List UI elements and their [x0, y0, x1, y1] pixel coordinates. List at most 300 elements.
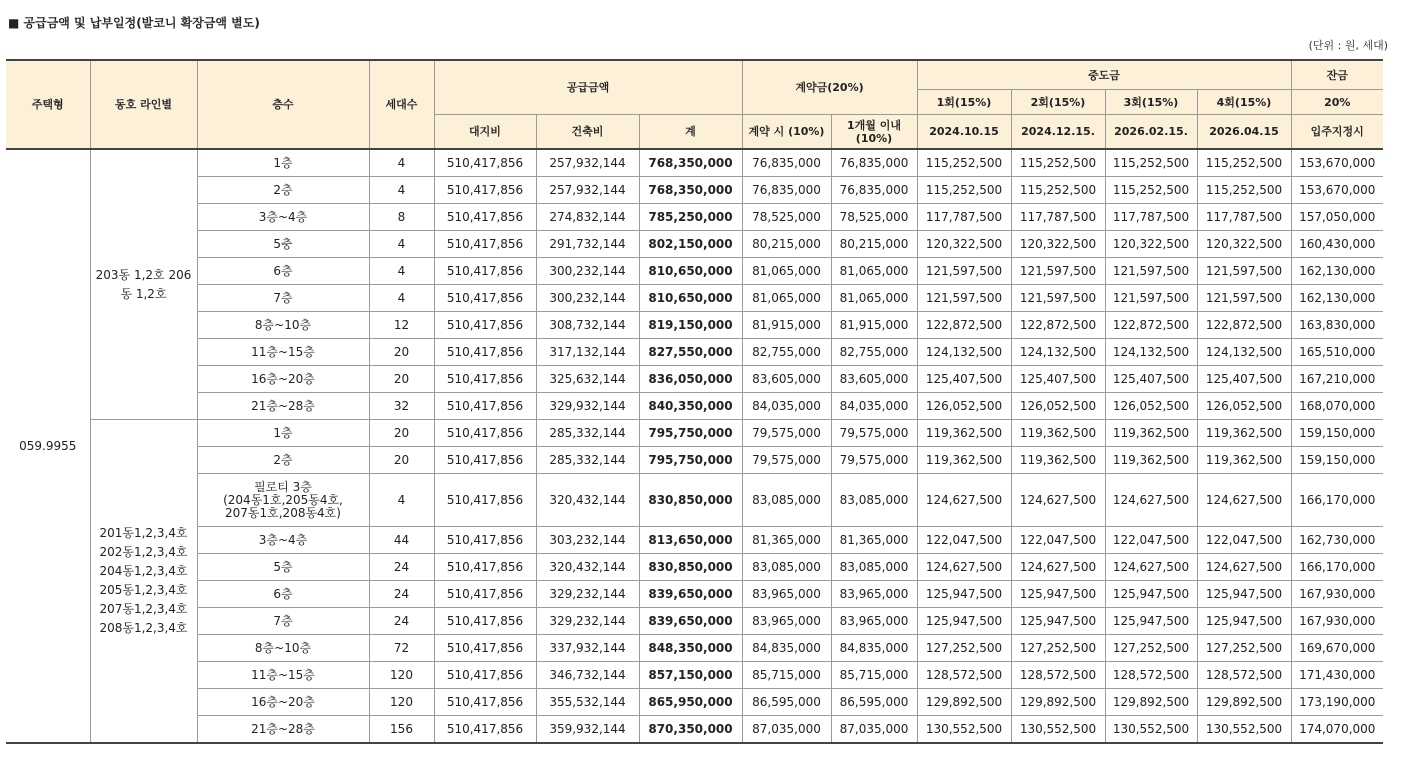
- contract-at-cell: 87,035,000: [742, 716, 831, 744]
- header-m2: 2회(15%): [1011, 90, 1105, 115]
- m3-cell: 124,627,500: [1105, 554, 1197, 581]
- m1-cell: 127,252,500: [917, 635, 1011, 662]
- building-cell: 359,932,144: [536, 716, 639, 744]
- contract-month-cell: 86,595,000: [831, 689, 917, 716]
- m2-cell: 125,947,500: [1011, 581, 1105, 608]
- floor-cell: 1층: [197, 420, 369, 447]
- m1-cell: 119,362,500: [917, 420, 1011, 447]
- m3-cell: 124,132,500: [1105, 339, 1197, 366]
- contract-month-cell: 87,035,000: [831, 716, 917, 744]
- header-middle: 중도금: [917, 60, 1291, 90]
- m2-cell: 120,322,500: [1011, 231, 1105, 258]
- header-total: 계: [639, 115, 742, 150]
- building-cell: 308,732,144: [536, 312, 639, 339]
- land-cell: 510,417,856: [434, 527, 536, 554]
- contract-month-cell: 84,835,000: [831, 635, 917, 662]
- table-row: [6, 149, 1383, 177]
- m4-cell: 117,787,500: [1197, 204, 1291, 231]
- balance-cell: 166,170,000: [1291, 474, 1383, 527]
- m3-cell: 119,362,500: [1105, 420, 1197, 447]
- households-cell: 20: [369, 447, 434, 474]
- m4-cell: 121,597,500: [1197, 258, 1291, 285]
- balance-cell: 153,670,000: [1291, 177, 1383, 204]
- land-cell: 510,417,856: [434, 447, 536, 474]
- total-cell: 795,750,000: [639, 447, 742, 474]
- households-cell: 4: [369, 177, 434, 204]
- building-cell: 325,632,144: [536, 366, 639, 393]
- header-households: 세대수: [369, 60, 434, 149]
- m4-cell: 122,872,500: [1197, 312, 1291, 339]
- header-dong-line: 동호 라인별: [90, 60, 197, 149]
- total-cell: 839,650,000: [639, 581, 742, 608]
- balance-cell: 174,070,000: [1291, 716, 1383, 744]
- contract-month-cell: 81,365,000: [831, 527, 917, 554]
- m1-cell: 121,597,500: [917, 285, 1011, 312]
- households-cell: 156: [369, 716, 434, 744]
- m3-cell: 115,252,500: [1105, 177, 1197, 204]
- building-cell: 257,932,144: [536, 149, 639, 177]
- table-row: [6, 689, 1383, 716]
- land-cell: 510,417,856: [434, 393, 536, 420]
- table-row: [6, 285, 1383, 312]
- table-row: [6, 716, 1383, 744]
- balance-cell: 159,150,000: [1291, 447, 1383, 474]
- contract-at-cell: 80,215,000: [742, 231, 831, 258]
- balance-cell: 167,930,000: [1291, 608, 1383, 635]
- table-row: [6, 581, 1383, 608]
- total-cell: 830,850,000: [639, 474, 742, 527]
- total-cell: 865,950,000: [639, 689, 742, 716]
- contract-at-cell: 79,575,000: [742, 420, 831, 447]
- floor-cell: 5층: [197, 554, 369, 581]
- header-m4-date: 2026.04.15: [1197, 115, 1291, 150]
- table-row: [6, 312, 1383, 339]
- total-cell: 813,650,000: [639, 527, 742, 554]
- m2-cell: 128,572,500: [1011, 662, 1105, 689]
- balance-cell: 159,150,000: [1291, 420, 1383, 447]
- building-cell: 300,232,144: [536, 258, 639, 285]
- floor-cell: 11층~15층: [197, 662, 369, 689]
- m3-cell: 127,252,500: [1105, 635, 1197, 662]
- table-row: [6, 177, 1383, 204]
- land-cell: 510,417,856: [434, 231, 536, 258]
- contract-at-cell: 83,605,000: [742, 366, 831, 393]
- m3-cell: 115,252,500: [1105, 149, 1197, 177]
- land-cell: 510,417,856: [434, 474, 536, 527]
- contract-month-cell: 82,755,000: [831, 339, 917, 366]
- households-cell: 4: [369, 231, 434, 258]
- table-row: [6, 393, 1383, 420]
- building-cell: 317,132,144: [536, 339, 639, 366]
- balance-cell: 168,070,000: [1291, 393, 1383, 420]
- balance-cell: 162,130,000: [1291, 285, 1383, 312]
- land-cell: 510,417,856: [434, 312, 536, 339]
- households-cell: 4: [369, 258, 434, 285]
- m4-cell: 128,572,500: [1197, 662, 1291, 689]
- m3-cell: 119,362,500: [1105, 447, 1197, 474]
- header-floor: 층수: [197, 60, 369, 149]
- floor-cell: 6층: [197, 581, 369, 608]
- header-m2-date: 2024.12.15.: [1011, 115, 1105, 150]
- m1-cell: 121,597,500: [917, 258, 1011, 285]
- balance-cell: 153,670,000: [1291, 149, 1383, 177]
- page-title: ■ 공급금액 및 납부일정(발코니 확장금액 별도): [8, 16, 260, 30]
- m2-cell: 124,132,500: [1011, 339, 1105, 366]
- m1-cell: 115,252,500: [917, 149, 1011, 177]
- households-cell: 4: [369, 474, 434, 527]
- m2-cell: 126,052,500: [1011, 393, 1105, 420]
- m1-cell: 125,947,500: [917, 581, 1011, 608]
- m3-cell: 125,947,500: [1105, 581, 1197, 608]
- m3-cell: 120,322,500: [1105, 231, 1197, 258]
- m2-cell: 115,252,500: [1011, 177, 1105, 204]
- m4-cell: 125,947,500: [1197, 581, 1291, 608]
- header-m4: 4회(15%): [1197, 90, 1291, 115]
- balance-cell: 162,130,000: [1291, 258, 1383, 285]
- m3-cell: 129,892,500: [1105, 689, 1197, 716]
- contract-at-cell: 78,525,000: [742, 204, 831, 231]
- balance-cell: 166,170,000: [1291, 554, 1383, 581]
- m3-cell: 117,787,500: [1105, 204, 1197, 231]
- balance-cell: 160,430,000: [1291, 231, 1383, 258]
- m2-cell: 127,252,500: [1011, 635, 1105, 662]
- m4-cell: 124,627,500: [1197, 474, 1291, 527]
- header-m1: 1회(15%): [917, 90, 1011, 115]
- households-cell: 20: [369, 366, 434, 393]
- table-row: [6, 527, 1383, 554]
- balance-cell: 169,670,000: [1291, 635, 1383, 662]
- building-cell: 291,732,144: [536, 231, 639, 258]
- floor-cell: 8층~10층: [197, 312, 369, 339]
- price-table: [6, 59, 1383, 744]
- building-cell: 346,732,144: [536, 662, 639, 689]
- header-balance-pct: 20%: [1291, 90, 1383, 115]
- contract-at-cell: 83,965,000: [742, 581, 831, 608]
- m1-cell: 130,552,500: [917, 716, 1011, 744]
- floor-cell: 7층: [197, 608, 369, 635]
- m3-cell: 130,552,500: [1105, 716, 1197, 744]
- households-cell: 20: [369, 339, 434, 366]
- total-cell: 857,150,000: [639, 662, 742, 689]
- contract-month-cell: 85,715,000: [831, 662, 917, 689]
- households-cell: 8: [369, 204, 434, 231]
- building-cell: 274,832,144: [536, 204, 639, 231]
- contract-at-cell: 81,065,000: [742, 258, 831, 285]
- table-row: [6, 420, 1383, 447]
- building-cell: 285,332,144: [536, 447, 639, 474]
- m3-cell: 125,407,500: [1105, 366, 1197, 393]
- contract-at-cell: 81,365,000: [742, 527, 831, 554]
- land-cell: 510,417,856: [434, 204, 536, 231]
- land-cell: 510,417,856: [434, 366, 536, 393]
- m3-cell: 122,047,500: [1105, 527, 1197, 554]
- m2-cell: 124,627,500: [1011, 474, 1105, 527]
- m3-cell: 121,597,500: [1105, 285, 1197, 312]
- m1-cell: 124,627,500: [917, 474, 1011, 527]
- m1-cell: 125,947,500: [917, 608, 1011, 635]
- header-balance-when: 입주지정시: [1291, 115, 1383, 150]
- contract-month-cell: 79,575,000: [831, 447, 917, 474]
- contract-at-cell: 82,755,000: [742, 339, 831, 366]
- table-row: [6, 231, 1383, 258]
- households-cell: 120: [369, 689, 434, 716]
- table-row: [6, 366, 1383, 393]
- m2-cell: 129,892,500: [1011, 689, 1105, 716]
- floor-cell: 2층: [197, 177, 369, 204]
- header-m3: 3회(15%): [1105, 90, 1197, 115]
- floor-cell: 2층: [197, 447, 369, 474]
- contract-month-cell: 83,085,000: [831, 554, 917, 581]
- m2-cell: 119,362,500: [1011, 420, 1105, 447]
- contract-at-cell: 83,085,000: [742, 474, 831, 527]
- m4-cell: 119,362,500: [1197, 447, 1291, 474]
- contract-at-cell: 84,035,000: [742, 393, 831, 420]
- m1-cell: 129,892,500: [917, 689, 1011, 716]
- floor-cell: 1층: [197, 149, 369, 177]
- m1-cell: 128,572,500: [917, 662, 1011, 689]
- households-cell: 24: [369, 608, 434, 635]
- contract-month-cell: 81,065,000: [831, 258, 917, 285]
- m4-cell: 129,892,500: [1197, 689, 1291, 716]
- floor-cell: 11층~15층: [197, 339, 369, 366]
- house-type-cell: 059.9955: [6, 149, 90, 743]
- header-contract-at: 계약 시 (10%): [742, 115, 831, 150]
- building-cell: 320,432,144: [536, 554, 639, 581]
- building-cell: 329,232,144: [536, 581, 639, 608]
- total-cell: 839,650,000: [639, 608, 742, 635]
- total-cell: 836,050,000: [639, 366, 742, 393]
- m2-cell: 117,787,500: [1011, 204, 1105, 231]
- m3-cell: 126,052,500: [1105, 393, 1197, 420]
- floor-cell: 6층: [197, 258, 369, 285]
- table-row: [6, 258, 1383, 285]
- contract-at-cell: 83,085,000: [742, 554, 831, 581]
- land-cell: 510,417,856: [434, 689, 536, 716]
- households-cell: 44: [369, 527, 434, 554]
- land-cell: 510,417,856: [434, 258, 536, 285]
- m1-cell: 126,052,500: [917, 393, 1011, 420]
- contract-month-cell: 80,215,000: [831, 231, 917, 258]
- floor-cell: 21층~28층: [197, 393, 369, 420]
- building-cell: 285,332,144: [536, 420, 639, 447]
- total-cell: 810,650,000: [639, 258, 742, 285]
- m4-cell: 130,552,500: [1197, 716, 1291, 744]
- building-cell: 300,232,144: [536, 285, 639, 312]
- total-cell: 802,150,000: [639, 231, 742, 258]
- m4-cell: 127,252,500: [1197, 635, 1291, 662]
- total-cell: 830,850,000: [639, 554, 742, 581]
- header-balance: 잔금: [1291, 60, 1383, 90]
- m1-cell: 120,322,500: [917, 231, 1011, 258]
- total-cell: 810,650,000: [639, 285, 742, 312]
- m4-cell: 120,322,500: [1197, 231, 1291, 258]
- contract-at-cell: 79,575,000: [742, 447, 831, 474]
- table-row: [6, 447, 1383, 474]
- m2-cell: 122,872,500: [1011, 312, 1105, 339]
- m1-cell: 122,872,500: [917, 312, 1011, 339]
- dong-line-cell: 203동 1,2호 206동 1,2호: [90, 149, 197, 420]
- total-cell: 795,750,000: [639, 420, 742, 447]
- balance-cell: 167,930,000: [1291, 581, 1383, 608]
- households-cell: 72: [369, 635, 434, 662]
- land-cell: 510,417,856: [434, 608, 536, 635]
- m4-cell: 115,252,500: [1197, 149, 1291, 177]
- building-cell: 337,932,144: [536, 635, 639, 662]
- m4-cell: 124,627,500: [1197, 554, 1291, 581]
- header-m3-date: 2026.02.15.: [1105, 115, 1197, 150]
- m4-cell: 119,362,500: [1197, 420, 1291, 447]
- land-cell: 510,417,856: [434, 554, 536, 581]
- floor-cell: 3층~4층: [197, 204, 369, 231]
- m2-cell: 115,252,500: [1011, 149, 1105, 177]
- m2-cell: 121,597,500: [1011, 285, 1105, 312]
- m1-cell: 124,627,500: [917, 554, 1011, 581]
- contract-month-cell: 83,605,000: [831, 366, 917, 393]
- households-cell: 24: [369, 581, 434, 608]
- m3-cell: 122,872,500: [1105, 312, 1197, 339]
- contract-at-cell: 86,595,000: [742, 689, 831, 716]
- land-cell: 510,417,856: [434, 662, 536, 689]
- contract-month-cell: 78,525,000: [831, 204, 917, 231]
- unit-note: (단위 : 원, 세대): [1308, 39, 1388, 52]
- building-cell: 320,432,144: [536, 474, 639, 527]
- land-cell: 510,417,856: [434, 420, 536, 447]
- table-row: [6, 635, 1383, 662]
- land-cell: 510,417,856: [434, 285, 536, 312]
- land-cell: 510,417,856: [434, 581, 536, 608]
- m3-cell: 124,627,500: [1105, 474, 1197, 527]
- total-cell: 840,350,000: [639, 393, 742, 420]
- header-contract-month: 1개월 이내 (10%): [831, 115, 917, 150]
- m4-cell: 115,252,500: [1197, 177, 1291, 204]
- contract-month-cell: 84,035,000: [831, 393, 917, 420]
- floor-cell: 16층~20층: [197, 689, 369, 716]
- balance-cell: 167,210,000: [1291, 366, 1383, 393]
- m4-cell: 124,132,500: [1197, 339, 1291, 366]
- total-cell: 870,350,000: [639, 716, 742, 744]
- floor-cell: 21층~28층: [197, 716, 369, 744]
- balance-cell: 157,050,000: [1291, 204, 1383, 231]
- households-cell: 24: [369, 554, 434, 581]
- land-cell: 510,417,856: [434, 339, 536, 366]
- m2-cell: 125,947,500: [1011, 608, 1105, 635]
- header-m1-date: 2024.10.15: [917, 115, 1011, 150]
- building-cell: 303,232,144: [536, 527, 639, 554]
- m1-cell: 125,407,500: [917, 366, 1011, 393]
- balance-cell: 165,510,000: [1291, 339, 1383, 366]
- header-supply: 공급금액: [434, 60, 742, 115]
- m3-cell: 128,572,500: [1105, 662, 1197, 689]
- m2-cell: 130,552,500: [1011, 716, 1105, 744]
- m3-cell: 121,597,500: [1105, 258, 1197, 285]
- contract-at-cell: 76,835,000: [742, 149, 831, 177]
- balance-cell: 171,430,000: [1291, 662, 1383, 689]
- m4-cell: 122,047,500: [1197, 527, 1291, 554]
- contract-month-cell: 83,085,000: [831, 474, 917, 527]
- contract-at-cell: 81,065,000: [742, 285, 831, 312]
- land-cell: 510,417,856: [434, 716, 536, 744]
- contract-at-cell: 84,835,000: [742, 635, 831, 662]
- floor-cell: 8층~10층: [197, 635, 369, 662]
- households-cell: 4: [369, 149, 434, 177]
- land-cell: 510,417,856: [434, 149, 536, 177]
- balance-cell: 173,190,000: [1291, 689, 1383, 716]
- households-cell: 4: [369, 285, 434, 312]
- contract-at-cell: 81,915,000: [742, 312, 831, 339]
- m1-cell: 115,252,500: [917, 177, 1011, 204]
- contract-month-cell: 83,965,000: [831, 608, 917, 635]
- balance-cell: 163,830,000: [1291, 312, 1383, 339]
- header-house-type: 주택형: [6, 60, 90, 149]
- table-row: [6, 339, 1383, 366]
- contract-month-cell: 76,835,000: [831, 149, 917, 177]
- total-cell: 819,150,000: [639, 312, 742, 339]
- contract-month-cell: 83,965,000: [831, 581, 917, 608]
- contract-at-cell: 85,715,000: [742, 662, 831, 689]
- dong-line-cell: 201동1,2,3,4호 202동1,2,3,4호 204동1,2,3,4호 205동1,2,3,4호 207동1,2,3,4호 208동1,2,3,4호: [90, 420, 197, 744]
- total-cell: 785,250,000: [639, 204, 742, 231]
- m2-cell: 119,362,500: [1011, 447, 1105, 474]
- floor-cell: 16층~20층: [197, 366, 369, 393]
- contract-month-cell: 81,065,000: [831, 285, 917, 312]
- table-row: [6, 662, 1383, 689]
- m1-cell: 117,787,500: [917, 204, 1011, 231]
- m4-cell: 121,597,500: [1197, 285, 1291, 312]
- households-cell: 20: [369, 420, 434, 447]
- m1-cell: 122,047,500: [917, 527, 1011, 554]
- balance-cell: 162,730,000: [1291, 527, 1383, 554]
- floor-cell: 필로티 3층 (204동1호,205동4호, 207동1호,208동4호): [197, 474, 369, 527]
- households-cell: 32: [369, 393, 434, 420]
- total-cell: 768,350,000: [639, 177, 742, 204]
- floor-cell: 5충: [197, 231, 369, 258]
- header-building: 건축비: [536, 115, 639, 150]
- contract-month-cell: 79,575,000: [831, 420, 917, 447]
- contract-at-cell: 83,965,000: [742, 608, 831, 635]
- households-cell: 12: [369, 312, 434, 339]
- m1-cell: 124,132,500: [917, 339, 1011, 366]
- m2-cell: 121,597,500: [1011, 258, 1105, 285]
- land-cell: 510,417,856: [434, 635, 536, 662]
- building-cell: 355,532,144: [536, 689, 639, 716]
- building-cell: 329,232,144: [536, 608, 639, 635]
- m4-cell: 126,052,500: [1197, 393, 1291, 420]
- m2-cell: 124,627,500: [1011, 554, 1105, 581]
- m1-cell: 119,362,500: [917, 447, 1011, 474]
- households-cell: 120: [369, 662, 434, 689]
- m2-cell: 125,407,500: [1011, 366, 1105, 393]
- contract-at-cell: 76,835,000: [742, 177, 831, 204]
- table-row: [6, 474, 1383, 527]
- total-cell: 768,350,000: [639, 149, 742, 177]
- m4-cell: 125,947,500: [1197, 608, 1291, 635]
- m4-cell: 125,407,500: [1197, 366, 1291, 393]
- m3-cell: 125,947,500: [1105, 608, 1197, 635]
- table-row: [6, 608, 1383, 635]
- land-cell: 510,417,856: [434, 177, 536, 204]
- header-land: 대지비: [434, 115, 536, 150]
- table-row: [6, 204, 1383, 231]
- building-cell: 329,932,144: [536, 393, 639, 420]
- total-cell: 827,550,000: [639, 339, 742, 366]
- header-contract: 계약금(20%): [742, 60, 917, 115]
- table-row: [6, 554, 1383, 581]
- total-cell: 848,350,000: [639, 635, 742, 662]
- m2-cell: 122,047,500: [1011, 527, 1105, 554]
- floor-cell: 7층: [197, 285, 369, 312]
- building-cell: 257,932,144: [536, 177, 639, 204]
- contract-month-cell: 76,835,000: [831, 177, 917, 204]
